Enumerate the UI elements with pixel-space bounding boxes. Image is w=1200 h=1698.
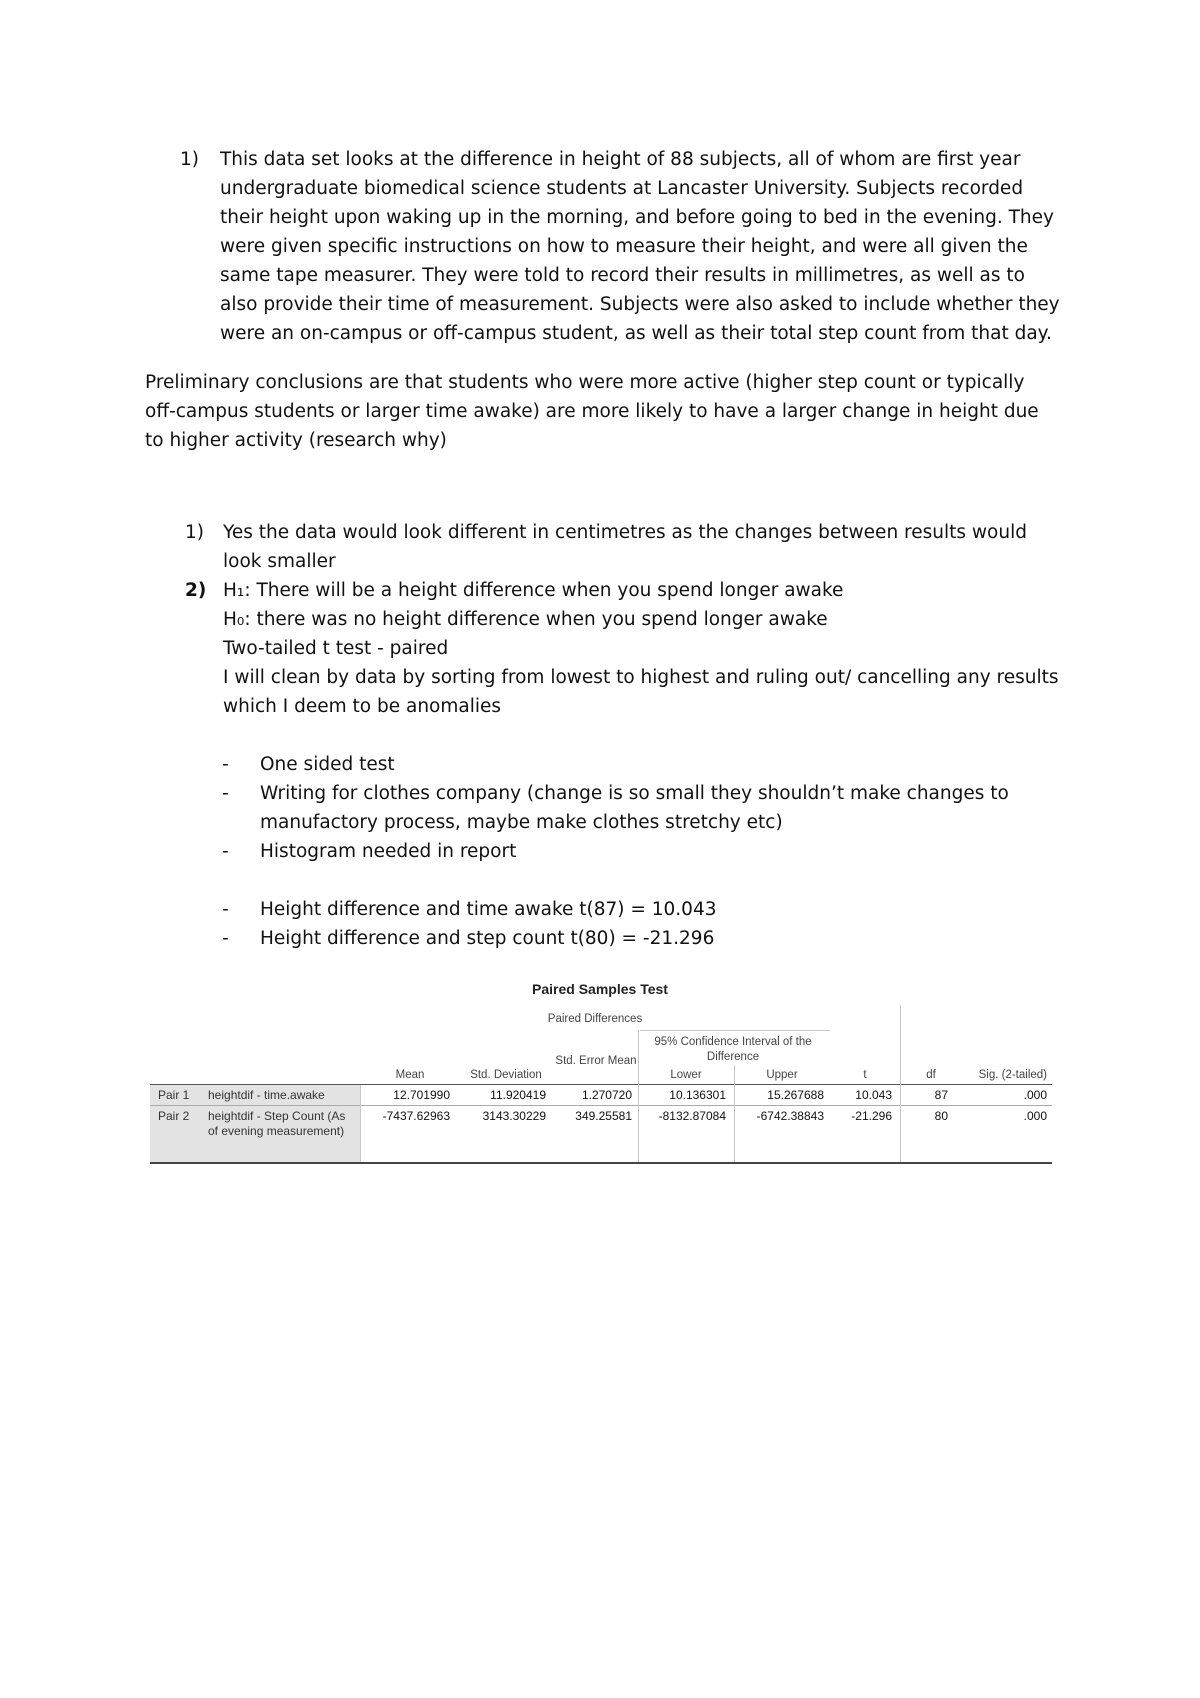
list-item-text: Height difference and time awake t(87) = 10.043 — [260, 899, 717, 920]
pair-variables: heightdif - Step Count (As of evening measurement) — [208, 1109, 346, 1138]
table-cell: 12.701990 — [393, 1088, 450, 1102]
dash-marker: - — [222, 928, 229, 949]
list-item — [185, 576, 1065, 721]
group-header: Paired Differences — [547, 1013, 643, 1025]
list-item-text: One sided test — [260, 754, 395, 775]
ci-header: 95% Confidence Interval of the Difference — [654, 1036, 812, 1063]
table-cell: -6742.38843 — [756, 1109, 824, 1123]
list-item — [222, 750, 1062, 779]
col-divider — [900, 1005, 901, 1162]
list-number: 2) — [185, 580, 207, 601]
list-item — [222, 895, 1062, 924]
table-cell: -21.296 — [851, 1109, 892, 1123]
hypothesis-h1: H₁: There will be a height difference when you spend longer awake — [223, 580, 844, 601]
col-sig: Sig. (2-tailed) — [978, 1069, 1047, 1081]
list-item-text: Height difference and step count t(80) = -21.296 — [260, 928, 715, 949]
answers-list — [185, 518, 1065, 721]
hypothesis-h0: H₀: there was no height difference when you spend longer awake — [223, 609, 828, 630]
table-cell: -7437.62963 — [382, 1109, 450, 1123]
table-cell: 87 — [934, 1088, 948, 1102]
preliminary-conclusions: Preliminary conclusions are that students who were more active (higher step count or typically off-campus students or larger time awake) are more likely to have a larger change in height due to higher activity (research why) — [145, 372, 1039, 451]
list-item — [222, 779, 1062, 837]
col-std-dev: Std. Deviation — [470, 1069, 542, 1081]
spacer — [222, 866, 1062, 895]
table-cell: 15.267688 — [767, 1088, 824, 1102]
table-cell: -8132.87084 — [658, 1109, 726, 1123]
bottom-rule — [150, 1162, 1052, 1164]
table-cell: 10.136301 — [669, 1088, 726, 1102]
col-df: df — [926, 1069, 936, 1081]
list-item-text: Writing for clothes company (change is so small they shouldn’t make changes to manufactory process, maybe make clothes stretchy etc) — [260, 783, 1009, 833]
pair-label: Pair 2 — [158, 1109, 190, 1123]
list-item-text: Histogram needed in report — [260, 841, 517, 862]
pair-variables: heightdif - time.awake — [208, 1088, 325, 1102]
notes-list — [222, 750, 1062, 953]
list-number: 1) — [180, 149, 199, 170]
list-item — [222, 924, 1062, 953]
dash-marker: - — [222, 841, 229, 862]
col-mean: Mean — [395, 1069, 425, 1081]
col-std-err: Std. Error Mean — [555, 1055, 637, 1067]
col-upper: Upper — [766, 1069, 798, 1081]
table-cell: 10.043 — [855, 1088, 892, 1102]
cleaning-note: I will clean by data by sorting from lowest to highest and ruling out/ cancelling any results which I deem to be anomalies — [223, 667, 1059, 717]
header-rule — [150, 1084, 1052, 1085]
table-cell: .000 — [1023, 1088, 1047, 1102]
list-number: 1) — [185, 522, 204, 543]
col-t: t — [863, 1069, 867, 1081]
ci-rule — [640, 1030, 830, 1031]
table-cell: 11.920419 — [490, 1088, 546, 1102]
row-rule — [150, 1105, 1052, 1106]
table-cell: .000 — [1023, 1109, 1047, 1123]
table-cell: 349.25581 — [575, 1109, 632, 1123]
table-cell: 3143.30229 — [482, 1109, 546, 1123]
test-type: Two-tailed t test - paired — [223, 638, 449, 659]
dash-marker: - — [222, 783, 229, 804]
table-title: Paired Samples Test — [532, 981, 668, 997]
list-item — [222, 837, 1062, 866]
dash-marker: - — [222, 899, 229, 920]
pair-label: Pair 1 — [158, 1088, 190, 1102]
paired-samples-table — [150, 1005, 1052, 1165]
col-divider — [360, 1085, 361, 1162]
dash-marker: - — [222, 754, 229, 775]
list-item-text: Yes the data would look different in centimetres as the changes between results would look smaller — [223, 522, 1027, 572]
table-cell: 1.270720 — [581, 1088, 632, 1102]
list-item — [185, 518, 1065, 576]
col-lower: Lower — [670, 1069, 702, 1081]
table-cell: 80 — [934, 1109, 948, 1123]
paragraph-text: This data set looks at the difference in height of 88 subjects, all of whom are first year undergraduate biomedical science students at Lancaster University. Subjects recorded their height upon waking up in the morning, and before going to bed in the evening. They were given specific instructions on how to measure their height, and were all given the same tape measurer. They were told to record their results in millimetres, as well as to also provide their time of measurement. Subjects were also asked to include whether they were an on-campus or off-campus student, as well as their total step count from that day. — [220, 149, 1060, 344]
